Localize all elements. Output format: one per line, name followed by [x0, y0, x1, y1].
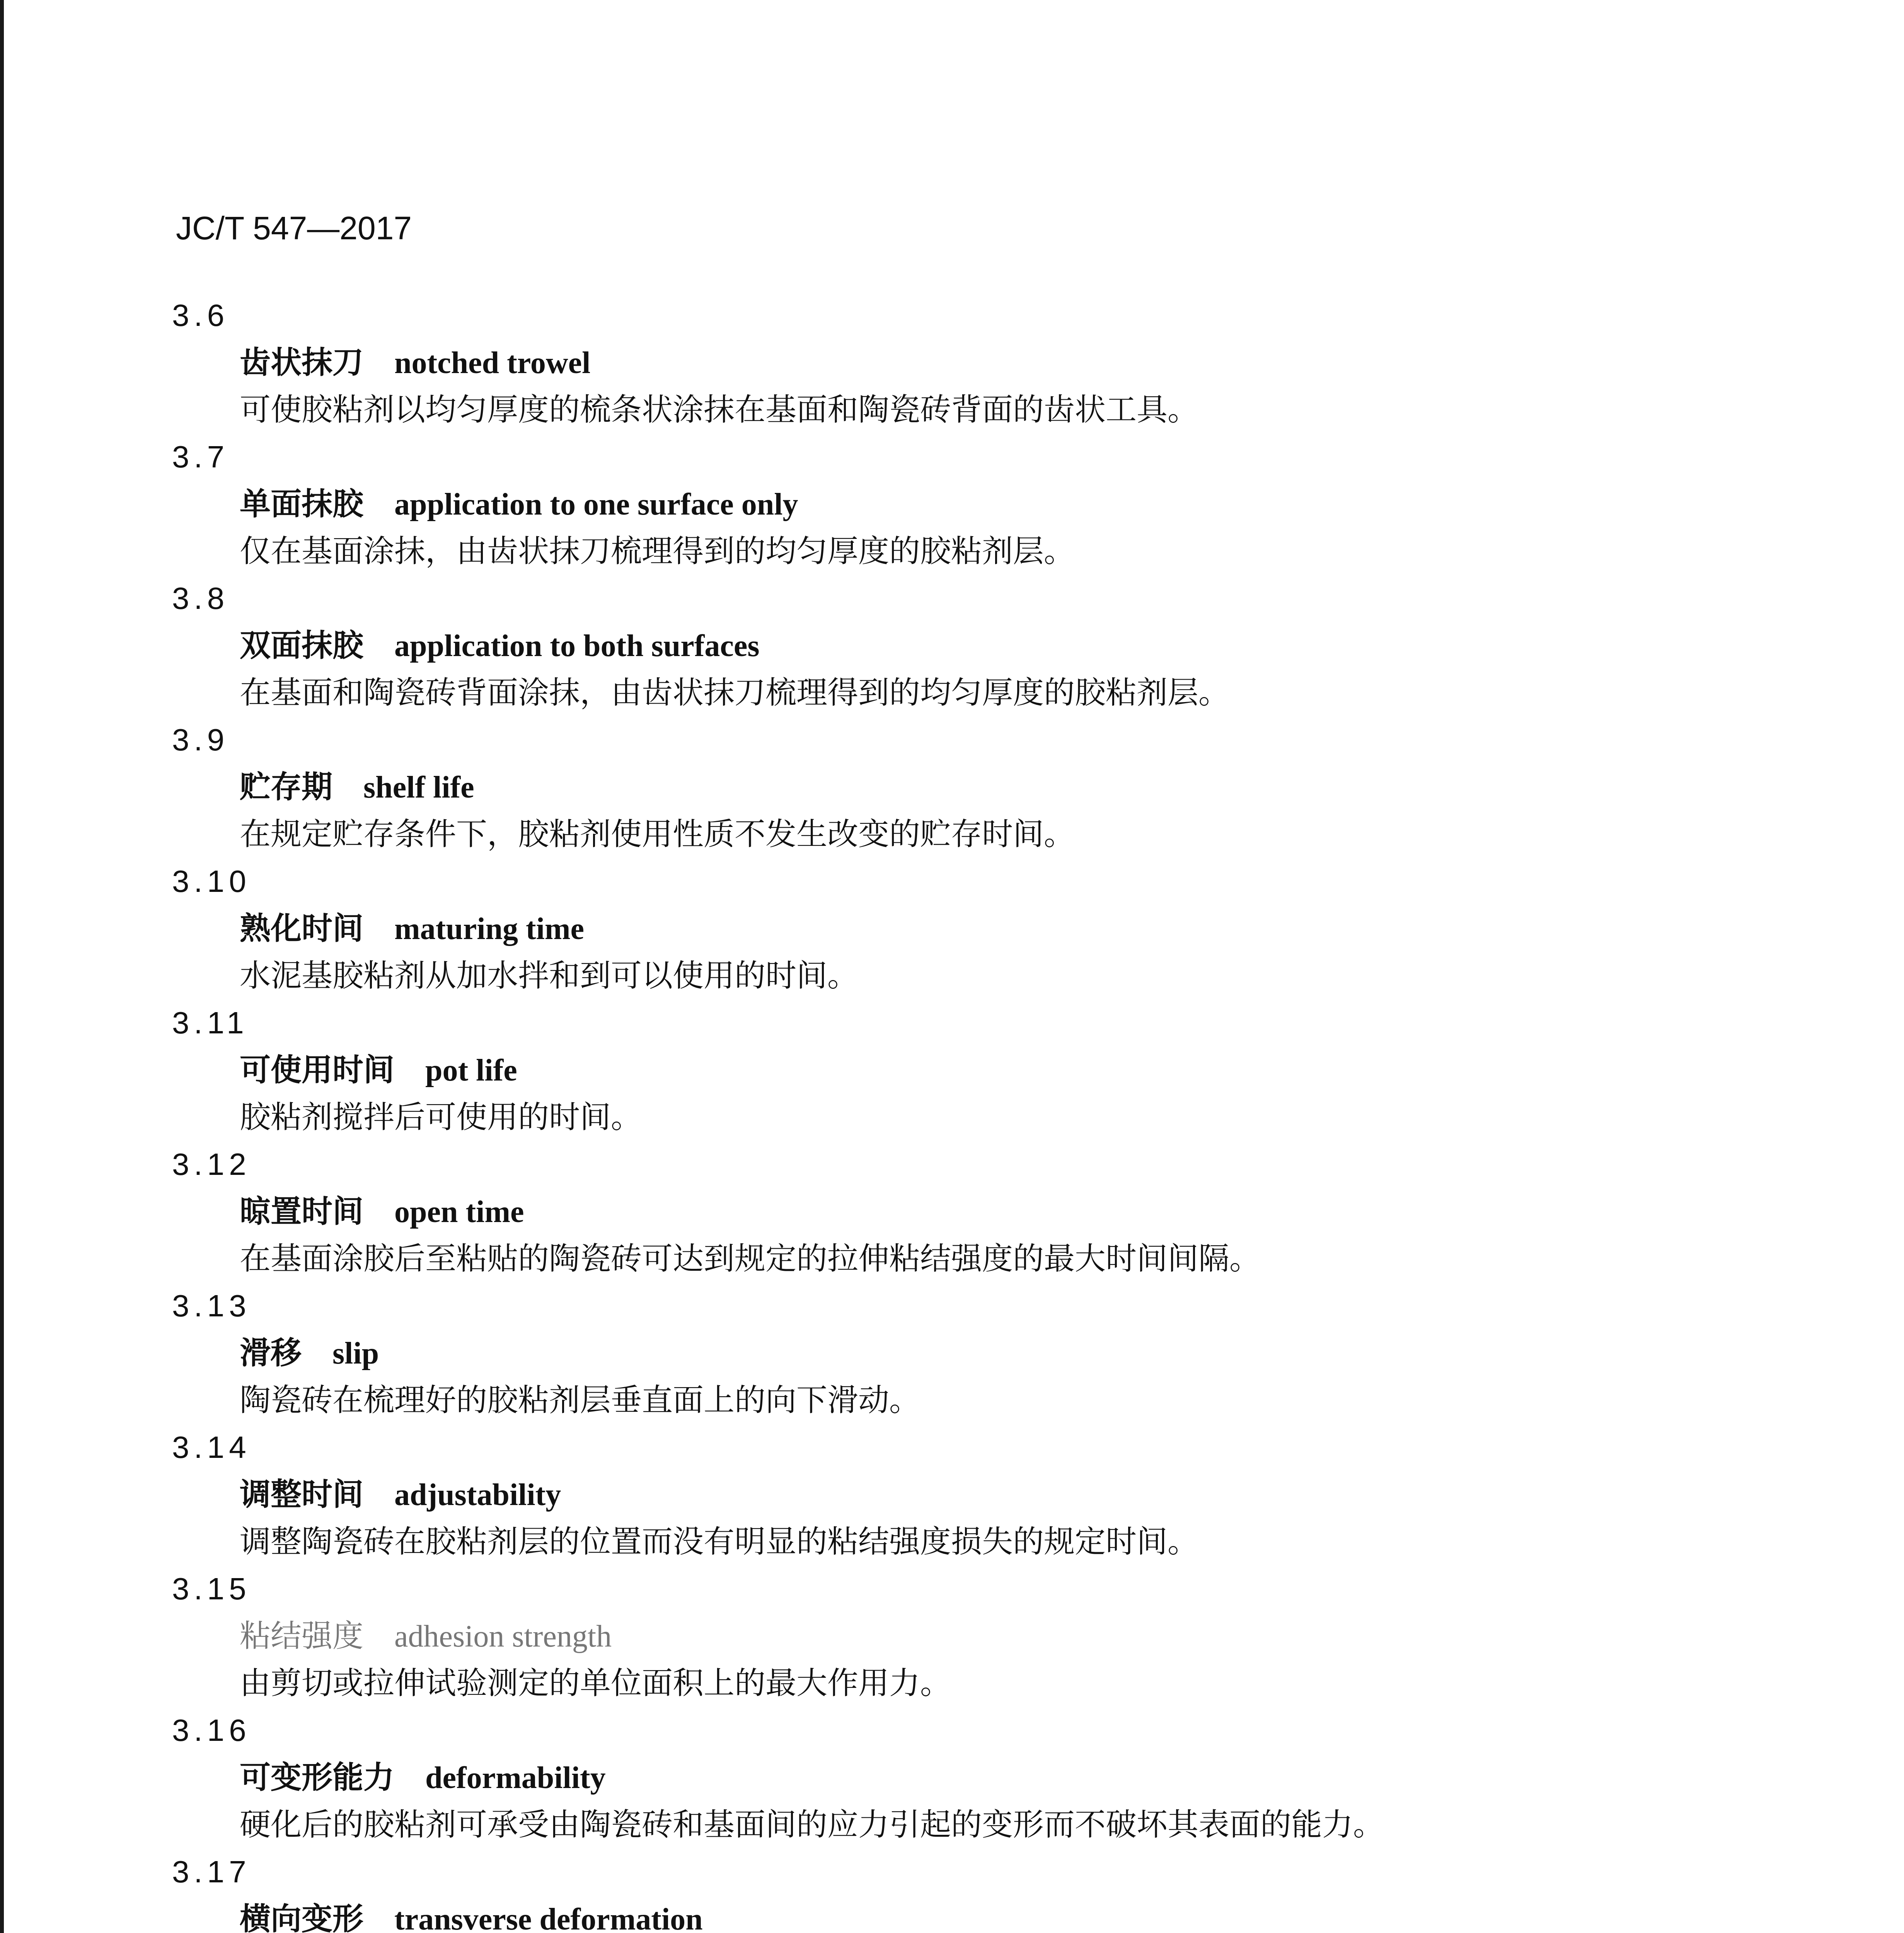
- term-english-name: application to one surface only: [394, 488, 798, 522]
- term-english-name: notched trowel: [394, 346, 591, 380]
- term-3-8: [172, 575, 1757, 716]
- term-number: 3.11: [172, 1006, 249, 1040]
- term-chinese-name: 滑移: [240, 1335, 302, 1371]
- term-definition: 可使胶粘剂以均匀厚度的梳条状涂抹在基面和陶瓷砖背面的齿状工具。: [240, 392, 1198, 428]
- term-definition: 在基面涂胶后至粘贴的陶瓷砖可达到规定的拉伸粘结强度的最大时间间隔。: [240, 1241, 1260, 1277]
- term-definition: 水泥基胶粘剂从加水拌和到可以使用的时间。: [240, 958, 858, 994]
- term-definition: 陶瓷砖在梳理好的胶粘剂层垂直面上的向下滑动。: [240, 1382, 920, 1418]
- term-english-name: application to both surfaces: [394, 629, 760, 663]
- term-3-9: [172, 716, 1757, 858]
- term-english-name: slip: [332, 1336, 379, 1370]
- term-definition: 在基面和陶瓷砖背面涂抹，由齿状抹刀梳理得到的均匀厚度的胶粘剂层。: [240, 675, 1229, 711]
- term-3-10: [172, 858, 1757, 999]
- term-definition: 在规定贮存条件下，胶粘剂使用性质不发生改变的贮存时间。: [240, 816, 1075, 852]
- term-heading: [172, 1047, 1757, 1094]
- term-english-name: deformability: [425, 1761, 606, 1795]
- term-3-16: [172, 1707, 1757, 1848]
- term-3-14: [172, 1424, 1757, 1565]
- term-heading: [172, 1188, 1757, 1235]
- term-heading: [172, 1613, 1757, 1660]
- term-3-6: [172, 292, 1757, 433]
- term-english-name: adjustability: [394, 1478, 561, 1512]
- term-definition: 调整陶瓷砖在胶粘剂层的位置而没有明显的粘结强度损失的规定时间。: [240, 1524, 1198, 1560]
- term-heading: [172, 481, 1757, 528]
- term-heading: [172, 1754, 1757, 1801]
- term-number: 3.13: [172, 1289, 251, 1323]
- term-number: 3.14: [172, 1430, 251, 1464]
- term-heading: [172, 622, 1757, 669]
- term-number: 3.7: [172, 440, 229, 474]
- term-chinese-name: 贮存期: [240, 769, 332, 805]
- term-3-11: [172, 999, 1757, 1141]
- term-heading: [172, 764, 1757, 811]
- term-chinese-name: 可变形能力: [240, 1759, 394, 1795]
- term-3-17: [172, 1848, 1757, 1933]
- term-chinese-name: 齿状抹刀: [240, 344, 363, 380]
- term-chinese-name: 晾置时间: [240, 1193, 363, 1229]
- term-chinese-name: 双面抹胶: [240, 627, 363, 663]
- term-number: 3.12: [172, 1147, 251, 1181]
- term-definition: 胶粘剂搅拌后可使用的时间。: [240, 1099, 642, 1135]
- term-number: 3.16: [172, 1713, 251, 1747]
- terms-list: [172, 292, 1757, 1933]
- term-3-15: [172, 1565, 1757, 1707]
- term-chinese-name: 横向变形: [240, 1901, 363, 1933]
- term-heading: [172, 339, 1757, 386]
- term-number: 3.17: [172, 1855, 251, 1889]
- term-chinese-name: 调整时间: [240, 1476, 363, 1512]
- term-definition: 由剪切或拉伸试验测定的单位面积上的最大作用力。: [240, 1665, 951, 1701]
- term-chinese-name: 可使用时间: [240, 1052, 394, 1088]
- term-number: 3.8: [172, 581, 229, 615]
- term-chinese-name: 熟化时间: [240, 910, 363, 946]
- term-english-name: shelf life: [363, 770, 474, 805]
- term-english-name: transverse deformation: [394, 1902, 703, 1933]
- term-chinese-name: 单面抹胶: [240, 486, 363, 522]
- term-english-name: adhesion strength: [394, 1619, 612, 1653]
- term-number: 3.9: [172, 723, 229, 757]
- term-number: 3.15: [172, 1572, 251, 1606]
- document-code: JC/T 547—2017: [176, 210, 412, 246]
- term-number: 3.10: [172, 864, 251, 898]
- term-3-12: [172, 1141, 1757, 1282]
- term-chinese-name: 粘结强度: [240, 1618, 363, 1654]
- term-heading: [172, 1330, 1757, 1377]
- term-3-7: [172, 433, 1757, 575]
- term-heading: [172, 1895, 1757, 1933]
- term-english-name: pot life: [425, 1053, 517, 1088]
- term-heading: [172, 1471, 1757, 1518]
- term-english-name: maturing time: [394, 912, 585, 946]
- term-definition: 仅在基面涂抹，由齿状抹刀梳理得到的均匀厚度的胶粘剂层。: [240, 533, 1075, 569]
- term-3-13: [172, 1282, 1757, 1424]
- term-number: 3.6: [172, 298, 229, 332]
- term-english-name: open time: [394, 1195, 524, 1229]
- term-heading: [172, 905, 1757, 952]
- term-definition: 硬化后的胶粘剂可承受由陶瓷砖和基面间的应力引起的变形而不破坏其表面的能力。: [240, 1807, 1384, 1843]
- scan-left-edge: [0, 0, 4, 1933]
